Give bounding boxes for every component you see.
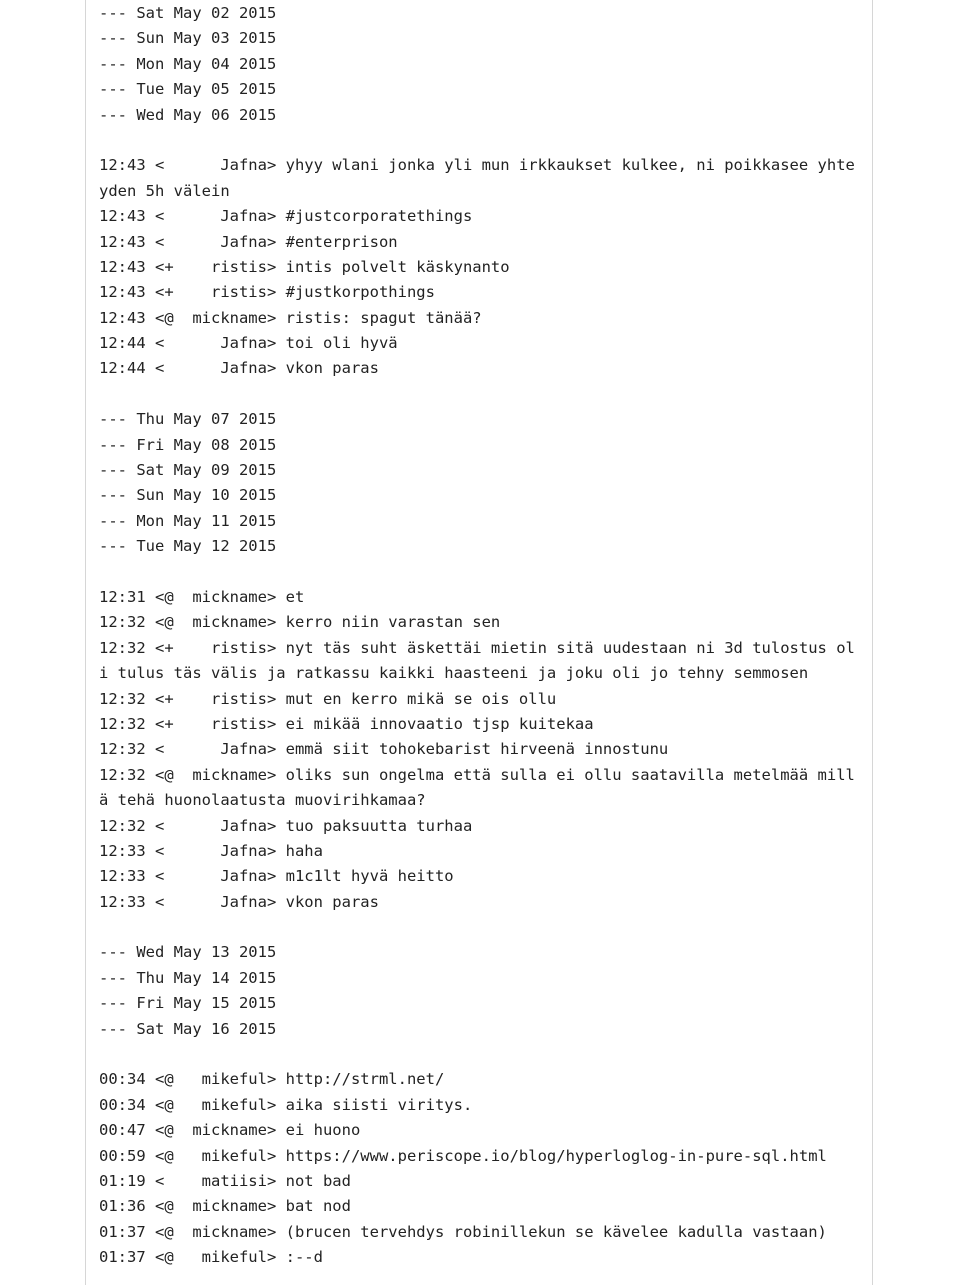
day-change-line: --- Sun May 03 2015	[99, 29, 277, 48]
day-change-line: --- Sun May 10 2015	[99, 486, 277, 505]
message-line: 12:33 < Jafna> vkon paras	[99, 892, 379, 911]
message-line: 01:19 < matiisi> not bad	[99, 1171, 351, 1190]
blank-line	[99, 915, 869, 940]
message-line: 12:33 < Jafna> m1c1lt hyvä heitto	[99, 867, 454, 886]
blank-line	[99, 382, 869, 407]
message-line: 12:33 < Jafna> haha	[99, 841, 323, 860]
day-change-line: --- Sat May 02 2015	[99, 4, 277, 22]
day-change-line: --- Sat May 16 2015	[99, 1019, 277, 1038]
log-page	[85, 0, 873, 1285]
message-line: 12:43 <+ ristis> intis polvelt käskynanto	[99, 257, 510, 276]
message-line: 12:43 <+ ristis> #justkorpothings	[99, 283, 435, 302]
message-line: 12:43 <@ mickname> ristis: spagut tänää?	[99, 308, 482, 327]
message-line: 12:32 <+ ristis> nyt täs suht äskettäi mietin sitä uudestaan ni 3d tulostus ol	[99, 638, 855, 657]
message-line: 12:43 < Jafna> #justcorporatethings	[99, 207, 473, 226]
blank-line	[99, 128, 869, 153]
day-change-line: --- Fri May 15 2015	[99, 994, 277, 1013]
day-change-line: --- Wed May 13 2015	[99, 943, 277, 962]
message-line: 12:32 <+ ristis> mut en kerro mikä se ois ollu	[99, 689, 557, 708]
day-change-line: --- Wed May 06 2015	[99, 105, 277, 124]
irc-log	[99, 1, 869, 1271]
message-line: 12:32 <@ mickname> oliks sun ongelma että sulla ei ollu saatavilla metelmää mill	[99, 765, 855, 784]
message-line: 12:44 < Jafna> vkon paras	[99, 359, 379, 378]
blank-line	[99, 1042, 869, 1067]
message-line: 12:32 < Jafna> tuo paksuutta turhaa	[99, 816, 473, 835]
message-line: 00:34 <@ mikeful> aika siisti viritys.	[99, 1095, 473, 1114]
day-change-line: --- Sat May 09 2015	[99, 461, 277, 480]
message-line: 01:36 <@ mickname> bat nod	[99, 1197, 351, 1216]
message-line: 12:43 < Jafna> yhyy wlani jonka yli mun irkkaukset kulkee, ni poikkasee yhte	[99, 156, 855, 175]
day-change-line: --- Fri May 08 2015	[99, 435, 277, 454]
message-continuation-line: ä tehä huonolaatusta muovirihkamaa?	[99, 791, 426, 810]
message-continuation-line: i tulus täs välis ja ratkassu kaikki haasteeni ja joku oli jo tehny semmosen	[99, 664, 809, 683]
message-line: 12:32 <+ ristis> ei mikää innovaatio tjsp kuitekaa	[99, 714, 594, 733]
message-line: 12:43 < Jafna> #enterprison	[99, 232, 398, 251]
message-continuation-line: yden 5h välein	[99, 181, 230, 200]
message-line: 00:47 <@ mickname> ei huono	[99, 1121, 361, 1140]
day-change-line: --- Mon May 11 2015	[99, 511, 277, 530]
message-line: 12:44 < Jafna> toi oli hyvä	[99, 334, 398, 353]
day-change-line: --- Mon May 04 2015	[99, 54, 277, 73]
message-line: 01:37 <@ mickname> (brucen tervehdys robinillekun se kävelee kadulla vastaan)	[99, 1222, 827, 1241]
message-line: 01:37 <@ mikeful> :--d	[99, 1248, 323, 1267]
message-line: 12:32 < Jafna> emmä siit tohokebarist hirveenä innostunu	[99, 740, 669, 759]
day-change-line: --- Thu May 14 2015	[99, 968, 277, 987]
message-line: 12:32 <@ mickname> kerro niin varastan sen	[99, 613, 501, 632]
day-change-line: --- Thu May 07 2015	[99, 410, 277, 429]
day-change-line: --- Tue May 12 2015	[99, 537, 277, 556]
blank-line	[99, 560, 869, 585]
day-change-line: --- Tue May 05 2015	[99, 80, 277, 99]
message-line: 00:34 <@ mikeful> http://strml.net/	[99, 1070, 445, 1089]
message-line: 00:59 <@ mikeful> https://www.periscope.io/blog/hyperloglog-in-pure-sql.html	[99, 1146, 827, 1165]
message-line: 12:31 <@ mickname> et	[99, 587, 305, 606]
